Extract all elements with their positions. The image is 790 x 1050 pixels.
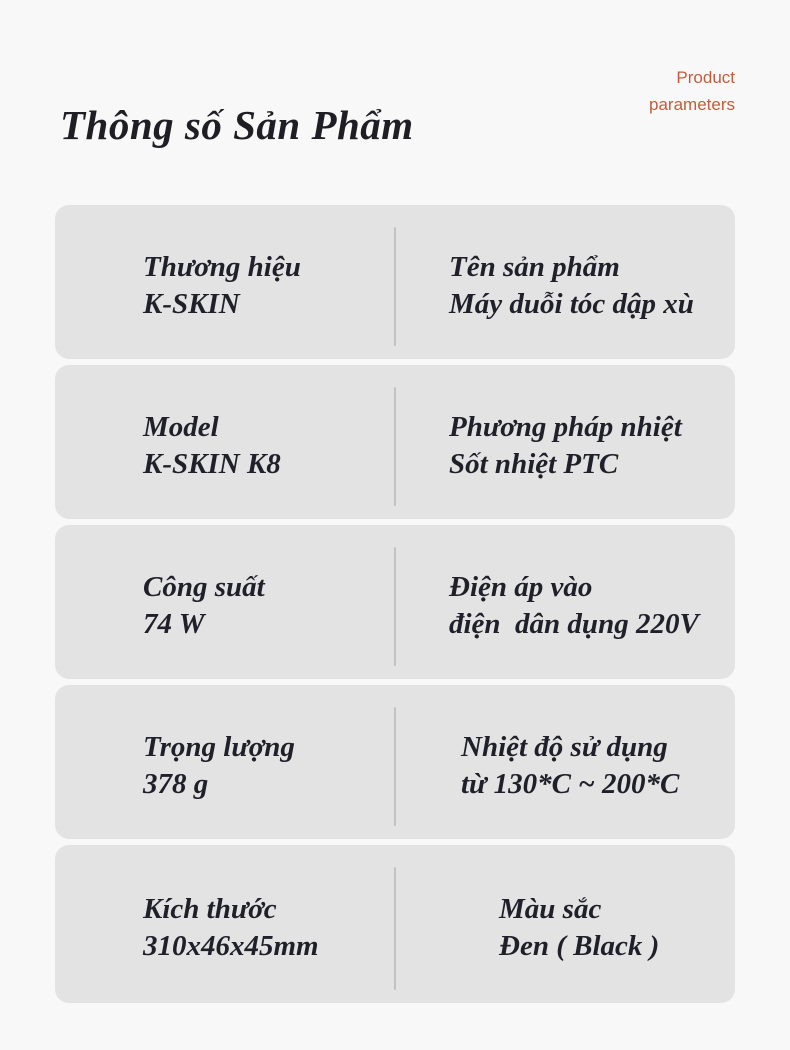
spec-value: Đen ( Black ) <box>499 930 660 962</box>
spec-label: Phương pháp nhiệt <box>449 411 682 443</box>
spec-label: Công suất <box>143 571 265 603</box>
spec-value: Máy duỗi tóc dập xù <box>449 288 694 320</box>
spec-value: 74 W <box>143 608 205 640</box>
product-parameters-line2: parameters <box>649 95 735 114</box>
product-parameters-label <box>649 64 735 118</box>
column-divider <box>394 707 396 826</box>
spec-row-size <box>55 845 735 1003</box>
spec-cell-weight <box>55 721 395 803</box>
spec-cell-heat-method <box>395 401 735 483</box>
spec-label: Trọng lượng <box>143 731 295 763</box>
spec-value: 378 g <box>143 768 209 800</box>
spec-value: điện dân dụng 220V <box>449 608 699 640</box>
spec-label: Màu sắc <box>499 893 602 925</box>
spec-row-brand <box>55 205 735 359</box>
product-parameters-line1: Product <box>676 68 735 87</box>
spec-label: Tên sản phẩm <box>449 251 620 283</box>
spec-label: Kích thước <box>143 893 277 925</box>
spec-cell-power <box>55 561 395 643</box>
spec-label: Điện áp vào <box>449 571 593 603</box>
spec-cell-brand <box>55 241 395 323</box>
spec-label: Thương hiệu <box>143 251 301 283</box>
spec-cell-voltage <box>395 561 735 643</box>
spec-value: K-SKIN K8 <box>143 448 281 480</box>
column-divider <box>394 227 396 346</box>
spec-row-power <box>55 525 735 679</box>
spec-value: K-SKIN <box>143 288 240 320</box>
spec-label: Nhiệt độ sử dụng <box>461 731 668 763</box>
column-divider <box>394 547 396 666</box>
column-divider <box>394 387 396 506</box>
spec-value: từ 130*C ~ 200*C <box>461 768 680 800</box>
spec-table <box>55 205 735 1003</box>
page-title: Thông số Sản Phẩm <box>60 102 414 149</box>
spec-value: 310x46x45mm <box>143 930 319 962</box>
spec-cell-size <box>55 883 395 965</box>
spec-cell-model <box>55 401 395 483</box>
spec-cell-color <box>395 883 735 965</box>
spec-row-model <box>55 365 735 519</box>
spec-label: Model <box>143 411 219 443</box>
column-divider <box>394 867 396 990</box>
spec-cell-temperature <box>395 721 735 803</box>
spec-value: Sốt nhiệt PTC <box>449 448 619 480</box>
spec-row-weight <box>55 685 735 839</box>
spec-cell-product-name <box>395 241 735 323</box>
